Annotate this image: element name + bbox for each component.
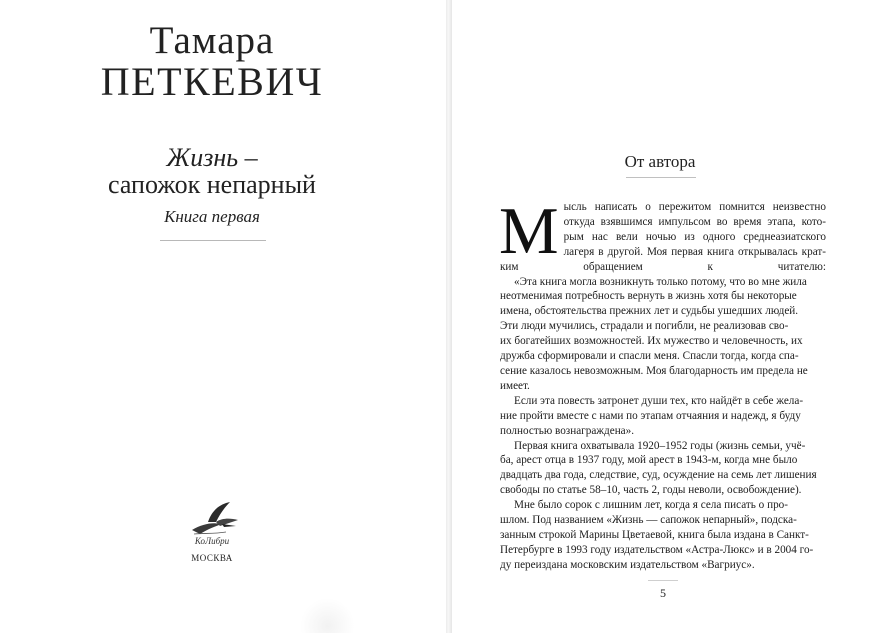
- text-line: Мне было сорок с лишним лет, когда я села писать о про-: [514, 499, 788, 512]
- paragraph: [500, 439, 826, 499]
- text-line: рым нас вели ночью из одного среднеазиатского: [563, 230, 826, 243]
- text-line: лагеря в другой. Моя первая книга открывалась крат-: [563, 245, 826, 258]
- text-line: ба, арест отца в 1937 году, мой арест в 1943-м, когда мне было: [500, 454, 798, 467]
- section-title: От автора: [624, 152, 696, 171]
- text-line: «Эта книга могла возникнуть только потому, что во мне жила: [514, 275, 807, 288]
- book-title-line2: сапожок непарный: [108, 170, 316, 199]
- paragraph: [500, 275, 826, 394]
- text-line: двадцать два года, следствие, суд, осуждение на семь лет лишения: [500, 469, 817, 482]
- paragraph: [499, 194, 826, 275]
- title-divider: [160, 240, 266, 241]
- text-line: имеет.: [500, 379, 530, 392]
- text-line: ду переиздана московским издательством «Вагриус».: [500, 558, 755, 571]
- text-line: Первая книга охватывала 1920–1952 годы (жизнь семьи, учё-: [514, 439, 806, 452]
- page-number-rule: [648, 580, 678, 581]
- author-last-name: ПЕТКЕВИЧ: [100, 59, 324, 104]
- publisher-name: КоЛибри: [194, 536, 230, 546]
- text-line: свободы по статье 58–10, часть 2, годы неволи, освобождение).: [500, 484, 802, 497]
- book-subtitle: Книга первая: [164, 207, 260, 226]
- text-line: Петербурге в 1993 году издательством «Астра-Люкс» и в 2004 го-: [500, 543, 814, 556]
- text-line: полностью вознаграждена».: [500, 424, 635, 437]
- text-line: ысль написать о пережитом помнится неизвестно: [563, 201, 826, 213]
- text-line: их богатейших возможностей. Их мужество и человечность, их: [500, 335, 803, 348]
- hummingbird-icon: [186, 500, 242, 540]
- text-line: неотменимая потребность вернуть в жизнь хотя бы некоторые: [500, 290, 797, 303]
- page-number: 5: [660, 586, 666, 600]
- section-divider: [626, 177, 696, 178]
- text-line: ние пройти вместе с нами по этапам отчаяния и надежд, я буду: [500, 409, 801, 422]
- title-page: [0, 0, 446, 633]
- text-line: сение казалось невозможным. Моя благодарность им предела не: [500, 364, 808, 377]
- page-shadow: [300, 598, 355, 633]
- drop-cap: М: [499, 194, 559, 268]
- text-line: дружба сформировали и спасли меня. Спасли тогда, когда спа-: [500, 350, 799, 363]
- paragraph: [500, 498, 826, 573]
- paragraph: [500, 394, 826, 439]
- book-title-line1: Жизнь –: [166, 143, 258, 172]
- text-line: ким обращением к читателю:: [500, 260, 826, 273]
- text-line: Если эта повесть затронет души тех, кто найдёт в себе жела-: [514, 394, 804, 407]
- text-line: откуда взявшимся импульсом во время этапа, кото-: [563, 215, 826, 228]
- preface-text: [499, 194, 826, 573]
- text-line: занным строкой Марины Цветаевой, книга была издана в Санкт-: [500, 528, 809, 541]
- publisher-city: МОСКВА: [191, 553, 233, 563]
- text-line: шлом. Под названием «Жизнь — сапожок непарный», подска-: [500, 514, 797, 527]
- text-line: Эти люди мучились, страдали и погибли, не реализовав сво-: [500, 320, 789, 333]
- text-line: имена, обстоятельства прежних лет и судьбы ушедших людей.: [500, 305, 799, 318]
- author-first-name: Тамара: [149, 19, 275, 62]
- preface-page: [452, 0, 896, 633]
